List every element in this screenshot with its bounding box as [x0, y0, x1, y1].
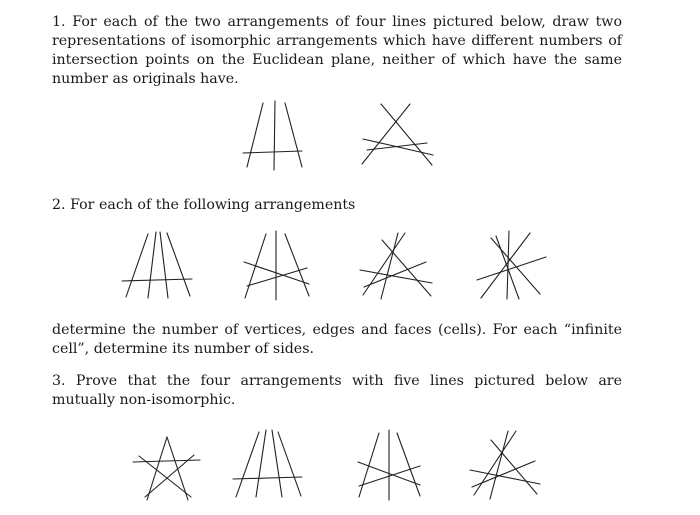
arrangement-4-lines-a — [243, 101, 302, 170]
arrangement-5-lines-d — [470, 431, 540, 499]
problem-1-text: For each of the two arrangements of four lines pictured below, draw two representations of isomorphic arrangements which have different numbers of intersection points on the Euclidean plane, neither of which have the same number as originals have. — [52, 14, 622, 87]
arrangement-a — [122, 232, 192, 298]
problem-2-text: For each of the following arrangements — [70, 197, 356, 213]
arrangement-4-lines-b — [362, 104, 433, 165]
arrangement-5-lines-c — [358, 430, 420, 500]
arrangement-5-lines-a — [133, 437, 200, 500]
problem-3-number: 3. — [52, 373, 66, 389]
problem-1-number: 1. — [52, 14, 66, 30]
arrangement-5-lines-b — [233, 430, 302, 497]
problem-3-text: Prove that the four arrangements with five lines pictured below are mutually non-isomorphic. — [52, 373, 622, 408]
problem-2-continued-text: determine the number of vertices, edges and faces (cells). For each “infinite cell”, determine its number of sides. — [52, 322, 622, 357]
problem-2-number: 2. — [52, 197, 66, 213]
arrangement-d — [477, 231, 546, 299]
arrangement-c — [360, 233, 432, 299]
arrangement-b — [244, 231, 309, 300]
